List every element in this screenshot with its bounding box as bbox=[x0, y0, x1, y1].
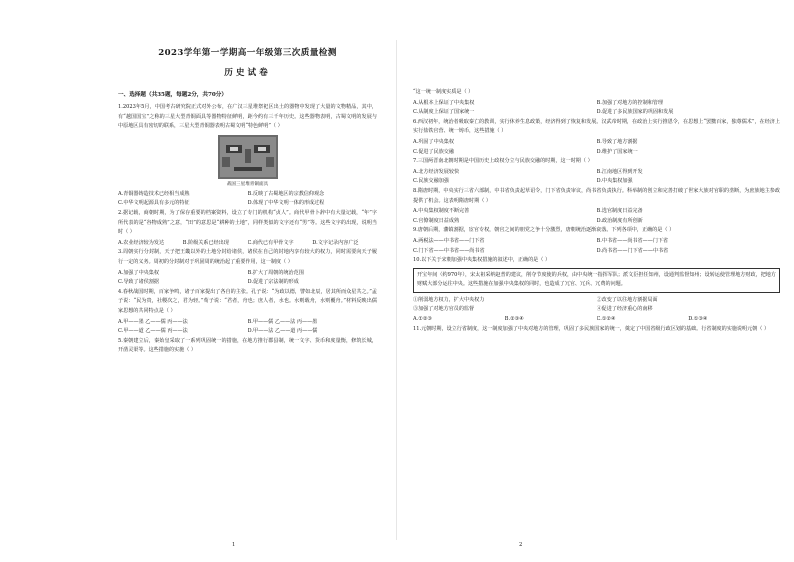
question-5-tail: “这一统一制度实质是（ ） bbox=[413, 89, 474, 95]
q1-option-b[interactable]: B.反映了古蜀地区的宗教信仰观念 bbox=[247, 190, 325, 197]
page-number-left: 1 bbox=[232, 542, 236, 548]
q10-option-b[interactable]: B.②③④ bbox=[504, 316, 524, 323]
question-10-material-box bbox=[413, 268, 780, 293]
q10-statement-2: ②改变了以往地方割据局面 bbox=[596, 296, 658, 303]
q2-option-a[interactable]: A.农业经济较为发达 bbox=[118, 239, 165, 246]
question-2-text: 2.据记载，商朝时期，为了保存重要的档案资料，设立了专门的机构“贞人”。商代甲骨卜辞中有大量记载，“年”字所代表的是“谷物成熟”之意，“田”的意思是“耕种的土地”，同样类似的文字还有“男”等。这些文字的出现，说明当时（ ） bbox=[118, 209, 377, 236]
question-9-options-row1 bbox=[413, 237, 780, 247]
q10-option-a[interactable]: A.①②③ bbox=[413, 316, 432, 323]
question-1-text: 1.2023年5月，中国考古研究院正式对外公布，在广汉三星堆祭祀区出土的器物中发现了大量的文物精品，其中，有“越国国宝”之称的三星大型青铜面具等器物特征鲜明，距今约有三千年历史。这些器物表明，古蜀文明的发展与中原地区具有密切的联系，三星大型青铜器表明古蜀文明“特色鲜明”（ ） bbox=[118, 104, 377, 130]
q5-option-d[interactable]: D.促进了多民族国家的巩固和发展 bbox=[596, 109, 674, 116]
q1-option-a[interactable]: A.青铜器铸造技术已经相当成熟 bbox=[118, 190, 190, 197]
question-5-options-row1 bbox=[413, 99, 780, 109]
question-9-options-row2 bbox=[413, 247, 780, 257]
q10-statement-3: ③加强了对地方官员的监督 bbox=[413, 306, 475, 313]
question-10-options bbox=[413, 315, 780, 325]
q9-option-b[interactable]: B.中书省——尚书省——门下省 bbox=[596, 237, 669, 244]
q7-option-c[interactable]: C.民族交融加强 bbox=[413, 178, 449, 185]
figure-caption: 战国三星堆青铜面具 bbox=[226, 181, 269, 187]
question-7-options-row2 bbox=[413, 177, 780, 187]
question-7-options-row1 bbox=[413, 168, 780, 178]
q9-option-c[interactable]: C.门下省——中书省——尚书省 bbox=[413, 247, 485, 254]
question-4-options-row2 bbox=[118, 327, 377, 337]
question-8-options-row1 bbox=[413, 207, 780, 217]
q3-option-c[interactable]: C.导致了诸侯割据 bbox=[118, 279, 159, 286]
q2-option-c[interactable]: C.商代已有甲骨文字 bbox=[247, 239, 294, 246]
q1-option-d[interactable]: D.体现了中华文明一体的形成过程 bbox=[247, 200, 325, 207]
q1-option-c[interactable]: C.中华文明起源具有多元的特征 bbox=[118, 200, 190, 207]
q8-option-d[interactable]: D.政治制度有所创新 bbox=[596, 217, 643, 224]
q3-option-a[interactable]: A.加强了中央集权 bbox=[118, 269, 159, 276]
question-7-text: 7.三国两晋南北朝时期是中国历史上政权分立与民族交融的时期，这一时期（ ） bbox=[413, 158, 593, 165]
question-2-options bbox=[118, 239, 377, 249]
question-4-options-row1 bbox=[118, 318, 377, 328]
q6-option-b[interactable]: B.导致了地方割据 bbox=[596, 138, 638, 145]
q9-option-a[interactable]: A.两税法——中书省——门下省 bbox=[413, 237, 485, 244]
q7-option-b[interactable]: B.江南地区得到开发 bbox=[596, 168, 643, 175]
question-9-text: 9.唐朝后期，藩镇割据，宦官专权，朝官之间的朋党之争十分激烈，唐朝统治逐渐衰落。下列各项中，正确的是（ ） bbox=[413, 227, 675, 234]
question-10-statements-row1 bbox=[413, 296, 780, 306]
exam-subtitle: 历史试卷 bbox=[224, 68, 271, 78]
question-1-options-row1 bbox=[118, 190, 377, 200]
question-6-text: 6.西汉初年，统治者吸取秦亡的教训，实行休养生息政策，经济得到了恢复和发展。汉武帝时期，在政治上实行推恩令，在思想上“罢黜百家，独尊儒术”，在经济上实行盐铁官营、统一铸币，这些措施（ ） bbox=[413, 118, 780, 135]
question-3-options-row1 bbox=[118, 269, 377, 279]
bronze-mask-image bbox=[218, 135, 278, 179]
q4-option-c[interactable]: C.甲——道 乙——儒 丙——法 bbox=[118, 328, 188, 335]
q8-option-c[interactable]: C.官僚制度日益成熟 bbox=[413, 217, 460, 224]
q3-option-b[interactable]: B.扩大了周朝的统治范围 bbox=[247, 269, 304, 276]
q4-option-b[interactable]: B.甲——儒 乙——法 丙——墨 bbox=[247, 318, 318, 325]
q10-statement-4: ④促进了经济重心的南移 bbox=[596, 306, 653, 313]
question-4-text: 4.春秋战国时期，百家争鸣，诸子百家提出了各自的主张。孔子说：“为政以德，譬如北辰，居其所而众星共之。”孟子说：“民为贵，社稷次之，君为轻。”荀子说：“君者，舟也；庶人者，水也。水则载舟，水则覆舟。”材料反映出儒家思想的共同特点是（ ） bbox=[118, 288, 377, 314]
exam-title: 2023学年第一学期高一年级第三次质量检测 bbox=[158, 48, 337, 58]
q10-option-c[interactable]: C.①②④ bbox=[596, 316, 616, 323]
q7-option-a[interactable]: A.北方经济发展较快 bbox=[413, 168, 460, 175]
question-11-text: 11.元朝时期，设立行省制度，这一制度加强了中央对地方的管理，巩固了多民族国家的统一，奠定了中国省级行政区划的基础。行省制度的实施说明元朝（ ） bbox=[413, 325, 770, 332]
q8-option-a[interactable]: A.中央集权制度不断完善 bbox=[413, 208, 470, 215]
q5-option-b[interactable]: B.加强了对地方的控制和管理 bbox=[596, 99, 663, 106]
q5-option-c[interactable]: C.从制度上保证了国家统一 bbox=[413, 109, 475, 116]
q3-option-d[interactable]: D.促进了宗法制的形成 bbox=[247, 279, 299, 286]
question-5-options-row2 bbox=[413, 108, 780, 118]
question-6-options-row2 bbox=[413, 148, 780, 158]
q10-statement-1: ①削弱地方权力，扩大中央权力 bbox=[413, 296, 485, 303]
q10-option-d[interactable]: D.①③④ bbox=[688, 316, 708, 323]
question-1-options-row2 bbox=[118, 199, 377, 209]
q4-option-a[interactable]: A.甲——墨 乙——儒 丙——法 bbox=[118, 318, 188, 325]
q2-option-d[interactable]: D.文字记录内容广泛 bbox=[312, 239, 359, 246]
q6-option-d[interactable]: D.维护了国家统一 bbox=[596, 148, 638, 155]
question-6-options-row1 bbox=[413, 138, 780, 148]
page-number-right: 2 bbox=[519, 542, 523, 548]
question-10-text: 10.以下关于宋朝加强中央集权措施的叙述中，正确的是（ ） bbox=[413, 257, 551, 264]
bronze-mask-figure bbox=[218, 135, 278, 179]
q8-option-b[interactable]: B.选官制度日益完备 bbox=[596, 208, 643, 215]
q2-option-b[interactable]: B.阶级关系已经出现 bbox=[182, 239, 229, 246]
q5-option-a[interactable]: A.从根本上保证了中央集权 bbox=[413, 99, 475, 106]
q7-option-d[interactable]: D.中央集权加强 bbox=[596, 178, 633, 185]
question-3-options-row2 bbox=[118, 278, 377, 288]
q9-option-d[interactable]: D.尚书省——门下省——中书省 bbox=[596, 247, 669, 254]
question-10-statements-row2 bbox=[413, 305, 780, 315]
q4-option-d[interactable]: D.甲——法 乙——道 丙——儒 bbox=[247, 328, 318, 335]
section-heading: 一、选择题（共35题，每题2分，共70分） bbox=[118, 92, 227, 98]
q6-option-a[interactable]: A.巩固了中央集权 bbox=[413, 138, 454, 145]
question-10-material: 开宝年间（约970年），宋太祖采纳赵普的建议，削夺节度使的兵权，由中央统一指挥军队；派文臣担任知州，设通判监督知州；设转运使管理地方财政，把地方财赋大部分运往中央。这些措施在加强中央集权的同时，也造成了冗官、冗兵、冗费的问题。 bbox=[417, 271, 776, 288]
question-5-text: 5.秦朝建立后，秦始皇采取了一系列巩固统一的措施，在地方推行郡县制，统一文字、货币和度量衡，修筑长城，开凿灵渠等。这些措施的实施（ ） bbox=[118, 337, 377, 354]
question-3-text: 3.周朝实行分封制，天子把王畿以外的土地分封给诸侯，诸侯在自己的封地内享有较大的权力，同时需要向天子履行一定的义务。周初的分封制对于巩固周的统治起了重要作用，这一制度（ ） bbox=[118, 249, 377, 265]
page-right bbox=[397, 0, 794, 562]
q6-option-c[interactable]: C.促进了民族交融 bbox=[413, 148, 454, 155]
question-8-text: 8.隋唐时期，中央实行三省六部制，中书省负责起草诏令，门下省负责审议，尚书省负责执行。科举制的创立和完善打破了世家大族对官职的垄断，为庶族地主参政提供了机会。这表明隋唐时期（ ） bbox=[413, 187, 780, 204]
question-8-options-row2 bbox=[413, 217, 780, 227]
